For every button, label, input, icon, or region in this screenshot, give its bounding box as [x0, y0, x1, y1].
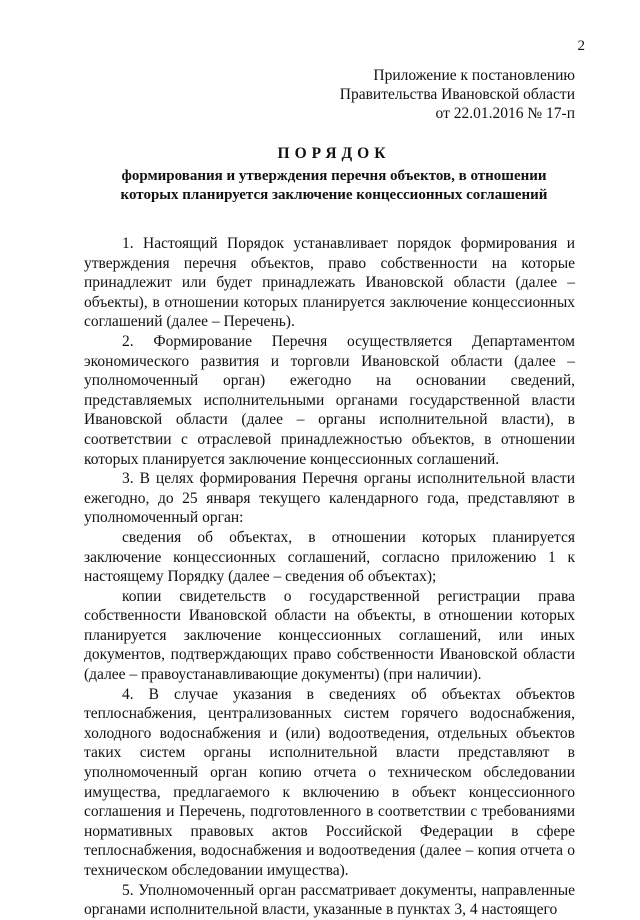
- paragraph-3: 3. В целях формирования Перечня органы исполнительной власти ежегодно, до 25 января текущего календарного года, представляют в уполномоченный орган:: [84, 470, 575, 527]
- paragraph-5: 5. Уполномоченный орган рассматривает документы, направленные органами исполнительной власти, указанные в пунктах 3, 4 настоящего: [84, 881, 575, 919]
- document-title: [84, 144, 584, 205]
- paragraph-1: 1. Настоящий Порядок устанавливает порядок формирования и утверждения перечня объектов, право собственности на которые принадлежит или будет принадлежать Ивановской области (далее – объекты), в отношении которых планируется заключение концессионных соглашений (далее – Перечень).: [84, 235, 575, 331]
- appendix-line-2: Правительства Ивановской области: [339, 86, 575, 103]
- paragraph-4: 4. В случае указания в сведениях об объектах объектов теплоснабжения, централизованных систем горячего водоснабжения, холодного водоснабжения и (или) водоотведения, отдельных объектов таких систем органы исполнительной власти представляют в уполномоченный орган копию отчета о техническом обследовании имущества, предлагаемого к включению в объект концессионного соглашения и Перечень, подготовленного в соответствии с требованиями нормативных правовых актов Российской Федерации в сфере теплоснабжения, водоснабжения и водоотведения (далее – копия отчета о техническом обследовании имущества).: [84, 685, 575, 879]
- document-body: [84, 234, 575, 920]
- appendix-header: [340, 66, 575, 123]
- paragraph-2: 2. Формирование Перечня осуществляется Департаментом экономического развития и торговли Ивановской области (далее – уполномоченный орган) ежегодно на основании сведений, представляемых исполнительными органами государственной власти Ивановской области (далее – органы исполнительной власти), в соответствии с отраслевой принадлежностью объектов, в отношении которых планируется заключение концессионных соглашений.: [84, 332, 575, 468]
- paragraph-3-item-1: сведения об объектах, в отношении которых планируется заключение концессионных соглашений, согласно приложению 1 к настоящему Порядку (далее – сведения об объектах);: [84, 528, 575, 586]
- title-line-1: формирования и утверждения перечня объектов, в отношении: [121, 168, 547, 184]
- title-main: ПОРЯДОК: [277, 145, 391, 162]
- page-number: 2: [577, 38, 585, 54]
- paragraph-3-item-2: копии свидетельств о государственной регистрации права собственности Ивановской области на объекты, в отношении которых планируется заключение концессионных соглашений, или иных документов, подтверждающих право собственности Ивановской области (далее – правоустанавливающие документы) (при наличии).: [84, 587, 575, 684]
- title-line-2: которых планируется заключение концессионных соглашений: [120, 187, 548, 203]
- appendix-line-3: от 22.01.2016 № 17-п: [435, 105, 575, 122]
- appendix-line-1: Приложение к постановлению: [373, 67, 575, 84]
